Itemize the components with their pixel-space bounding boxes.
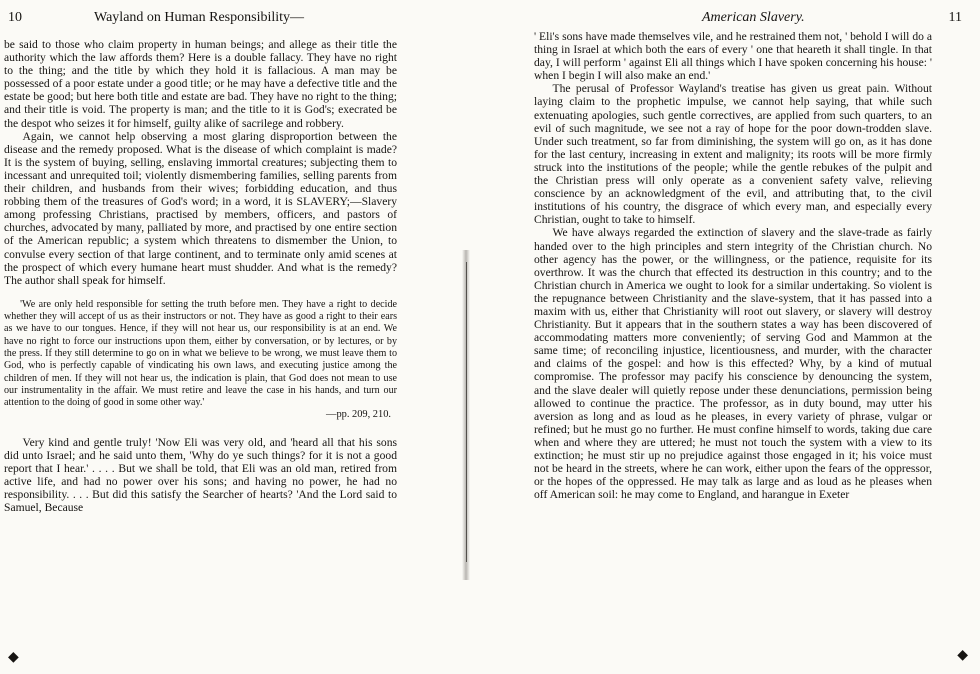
left-page-header	[8, 8, 460, 28]
right-text-column	[534, 30, 932, 501]
left-running-head-text: Wayland on Human Responsibility—	[94, 10, 305, 25]
left-paragraph-1: be said to those who claim property in human beings; and allege as their title the authority which the law affords them? Here is a double fallacy. They have no right to the thing; and the title by which they hold it is fallacious. A man may be possessed of a poor estate under a good title; or he may have a defective title and the estate be good; but here both title and estate are bad. They have no right to the thing; and their title is void. The property is man; and the title to it is God's; execrated be the despot who seizes it for himself, guilty alike of sacrilege and robbery.	[4, 38, 397, 130]
right-running-head: American Slavery.	[702, 10, 805, 25]
left-page	[0, 0, 470, 674]
right-page-number: 11	[948, 10, 962, 25]
left-page-number: 10	[8, 10, 22, 25]
right-paragraph-1: ' Eli's sons have made themselves vile, and he restrained them not, ' behold I will do a thing in Israel at which both the ears of every ' one that heareth it shall tingle. In that day, I will perform ' against Eli all things which I have spoken concerning his house: ' when I begin I will also make an end.'	[534, 30, 932, 83]
left-paragraph-2: Again, we cannot help observing a most glaring disproportion between the disease and the remedy proposed. What is the disease of which complaint is made? It is the system of buying, selling, enslaving immortal creatures; subjecting them to incessant and unrequited toil; violently dismembering families, selling parents from their children, and husbands from their wives; forbidding education, and thus robbing them of the treasures of God's word; in a word, it is SLAVERY;—Slavery among professing Christians, practised by members, officers, and pastors of churches, advocated by many, palliated by more, and practised by one entire section of the American republic; a system which threatens to dismember the Union, to convulse every section of that large continent, and to terminate only amid scenes at the prospect of which every humane heart must shudder. And what is the remedy? The author shall speak for himself.	[4, 129, 397, 287]
left-corner-mark: ◆	[8, 650, 19, 665]
block-quote-text: 'We are only held responsible for setting the truth before men. They have a right to decide whether they will accept of us as their instructors or not. They have as good a right to their ears as we have to our tongues. Hence, if they will not hear us, our responsibility is at an end. We have no right to force our instructions upon them, either by conversation, or by lectures, or by the press. If they still determine to go on in what we believe to be wrong, we must leave them to God, who is perfectly capable of vindicating his own laws, and executing justice among the children of men. If they will not hear us, the indication is plain, that God does not mean to use our instrumentality in the affair. We must retire and leave the case in his hands, and turn our attention to the doing of good in some other way.'	[4, 298, 397, 409]
right-paragraph-2: The perusal of Professor Wayland's treatise has given us great pain. Without laying claim to the prophetic impulse, we cannot help saying, that while such extenuating apologies, such gentle correctives, are applied from such quarters, to an evil of such magnitude, we see not a ray of hope for the poor down-trodden slave. Under such treatment, so far from diminishing, the system will go on, as it has done for the last century, increasing in extent and malignity; its roots will be more firmly struck into the institutions of the people; while the gentle rebukes of the pulpit and the Christian press will only operate as a convenient safety valve, relieving conscience by an acknowledgment of the evil, and attributing that, to the civil institutions of his country, the disgrace of which every man, and especially every Christian, ought to take to himself.	[534, 82, 932, 227]
quote-citation: —pp. 209, 210.	[326, 409, 391, 421]
right-page-header	[530, 8, 970, 28]
right-paragraph-3: We have always regarded the extinction of slavery and the slave-trade as fairly handed over to the high principles and stern integrity of the Christian church. No other agency has the power, or the willingness, or the patience, requisite for its overthrow. It was the church that effected its destruction in this country; and to the Christian church in America we ought to look for a similar undertaking. So violent is the repugnance between Christianity and the slave-system, that it has passed into a maxim with us, either that Christianity will root out slavery, or slavery will destroy Christianity. But it appears that in the southern states a way has been discovered of accommodating matters more conveniently; of serving God and Mammon at the same time; of reconciling injustice, licentiousness, and murder, with the character and claims of the gospel: and how is this effected? Why, by a kind of mutual compromise. The professor may pacify his conscience by denouncing the system, and the slave dealer will quietly repose under these denunciations, permission being allowed to continue the practice. The professor, as in duty bound, may utter his aversion as long and as loud as he pleases, in every variety of phrase, vulgar or refined; but he must go no further. He must confine himself to words, taking due care when and where they are uttered; he must not touch the system with a view to its extinction; he must stir up no prejudice against those engaged in it; his voice must not be heard in the streets, where he can work, either upon the fears of the oppressor, or the hopes of the oppressed. He may talk as large and as loud as he pleases when off American soil: he may come to England, and harangue in Exeter	[534, 226, 932, 502]
left-paragraph-3: Very kind and gentle truly! 'Now Eli was very old, and 'heard all that his sons did unto Israel; and he said unto them, 'Why do ye such things? for it is not a good report that I hear.' . . . . But we shall be told, that Eli was an old man, retired from active life, and had no power over his sons; and having no power, he had no responsibility. . . . But did this satisfy the Searcher of hearts? 'And the Lord said to Samuel, Because	[4, 435, 397, 515]
left-text-column	[4, 38, 397, 514]
left-running-head	[94, 8, 304, 28]
right-page	[500, 0, 980, 674]
right-corner-mark: ◆	[957, 648, 968, 663]
block-quote	[4, 299, 397, 422]
